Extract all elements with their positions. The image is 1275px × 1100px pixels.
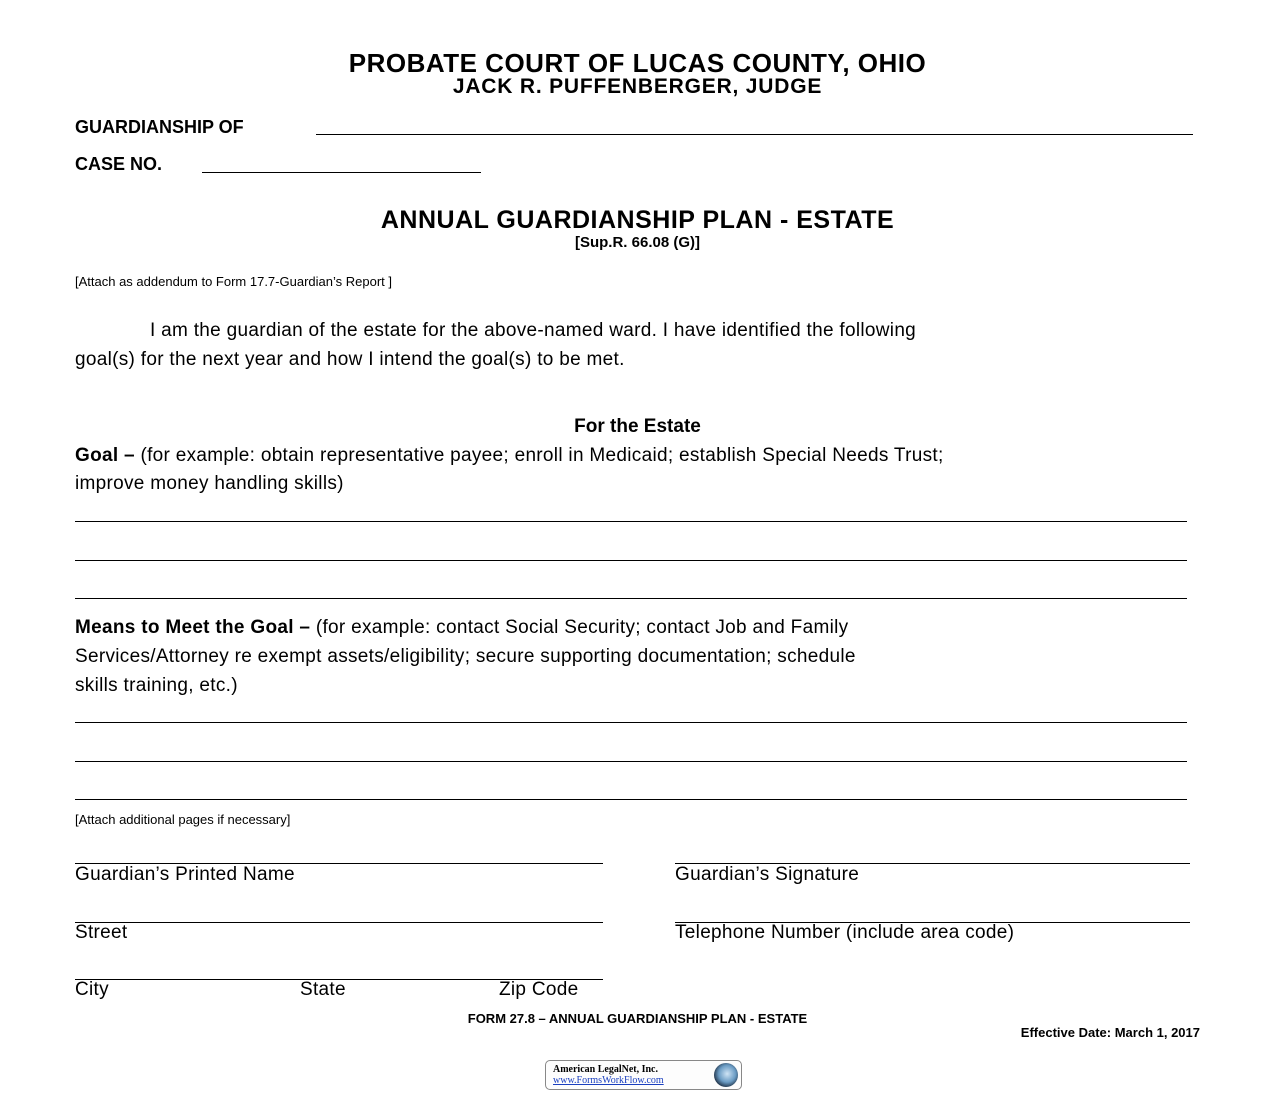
- street-label: Street: [75, 922, 128, 943]
- globe-icon: [714, 1063, 738, 1087]
- form-footer-id: FORM 27.8 – ANNUAL GUARDIANSHIP PLAN - ESTATE: [467, 1011, 808, 1026]
- court-name: PROBATE COURT OF LUCAS COUNTY, OHIO: [348, 48, 927, 78]
- means-field-line[interactable]: [75, 799, 1187, 800]
- means-line-3: skills training, etc.): [75, 675, 238, 696]
- case-no-field[interactable]: [202, 172, 481, 173]
- attach-note: [Attach as addendum to Form 17.7-Guardian’s Report ]: [75, 274, 392, 289]
- goal-field-line[interactable]: [75, 521, 1187, 522]
- means-line-2: Services/Attorney re exempt assets/eligibility; secure supporting documentation; schedule: [75, 646, 856, 667]
- case-no-label: CASE NO.: [75, 154, 163, 174]
- american-legalnet-logo[interactable]: [545, 1060, 742, 1090]
- signature-label: Guardian’s Signature: [675, 864, 860, 885]
- logo-url-link[interactable]: www.FormsWorkFlow.com: [553, 1075, 664, 1086]
- goal-label: Goal –: [75, 445, 135, 466]
- additional-pages-note: [Attach additional pages if necessary]: [75, 812, 291, 827]
- effective-date: Effective Date: March 1, 2017: [1020, 1025, 1200, 1040]
- means-line-1: Means to Meet the Goal – (for example: contact Social Security; contact Job and Family: [75, 617, 849, 638]
- goal-field-line[interactable]: [75, 598, 1187, 599]
- state-label: State: [300, 979, 346, 1000]
- intro-line-1: I am the guardian of the estate for the above-named ward. I have identified the following: [150, 320, 917, 341]
- intro-line-2: goal(s) for the next year and how I intend the goal(s) to be met.: [75, 349, 625, 370]
- street-field[interactable]: [75, 922, 603, 923]
- guardianship-of-label: GUARDIANSHIP OF: [75, 117, 244, 137]
- means-label: Means to Meet the Goal –: [75, 617, 311, 638]
- city-label: City: [75, 979, 109, 1000]
- zip-label: Zip Code: [499, 979, 579, 1000]
- means-field-line[interactable]: [75, 722, 1187, 723]
- logo-company: American LegalNet, Inc.: [553, 1064, 658, 1075]
- form-title: ANNUAL GUARDIANSHIP PLAN - ESTATE: [380, 206, 895, 234]
- form-rule: [Sup.R. 66.08 (G)]: [574, 234, 701, 251]
- goal-line-2: improve money handling skills): [75, 473, 344, 494]
- judge-name: JACK R. PUFFENBERGER, JUDGE: [452, 75, 823, 98]
- telephone-label: Telephone Number (include area code): [675, 922, 1015, 943]
- guardianship-of-field[interactable]: [316, 134, 1193, 135]
- goal-field-line[interactable]: [75, 560, 1187, 561]
- printed-name-label: Guardian’s Printed Name: [75, 864, 295, 885]
- means-field-line[interactable]: [75, 761, 1187, 762]
- section-heading: For the Estate: [574, 416, 701, 437]
- goal-line-1: Goal – (for example: obtain representative payee; enroll in Medicaid; establish Special Needs Trust;: [75, 445, 944, 466]
